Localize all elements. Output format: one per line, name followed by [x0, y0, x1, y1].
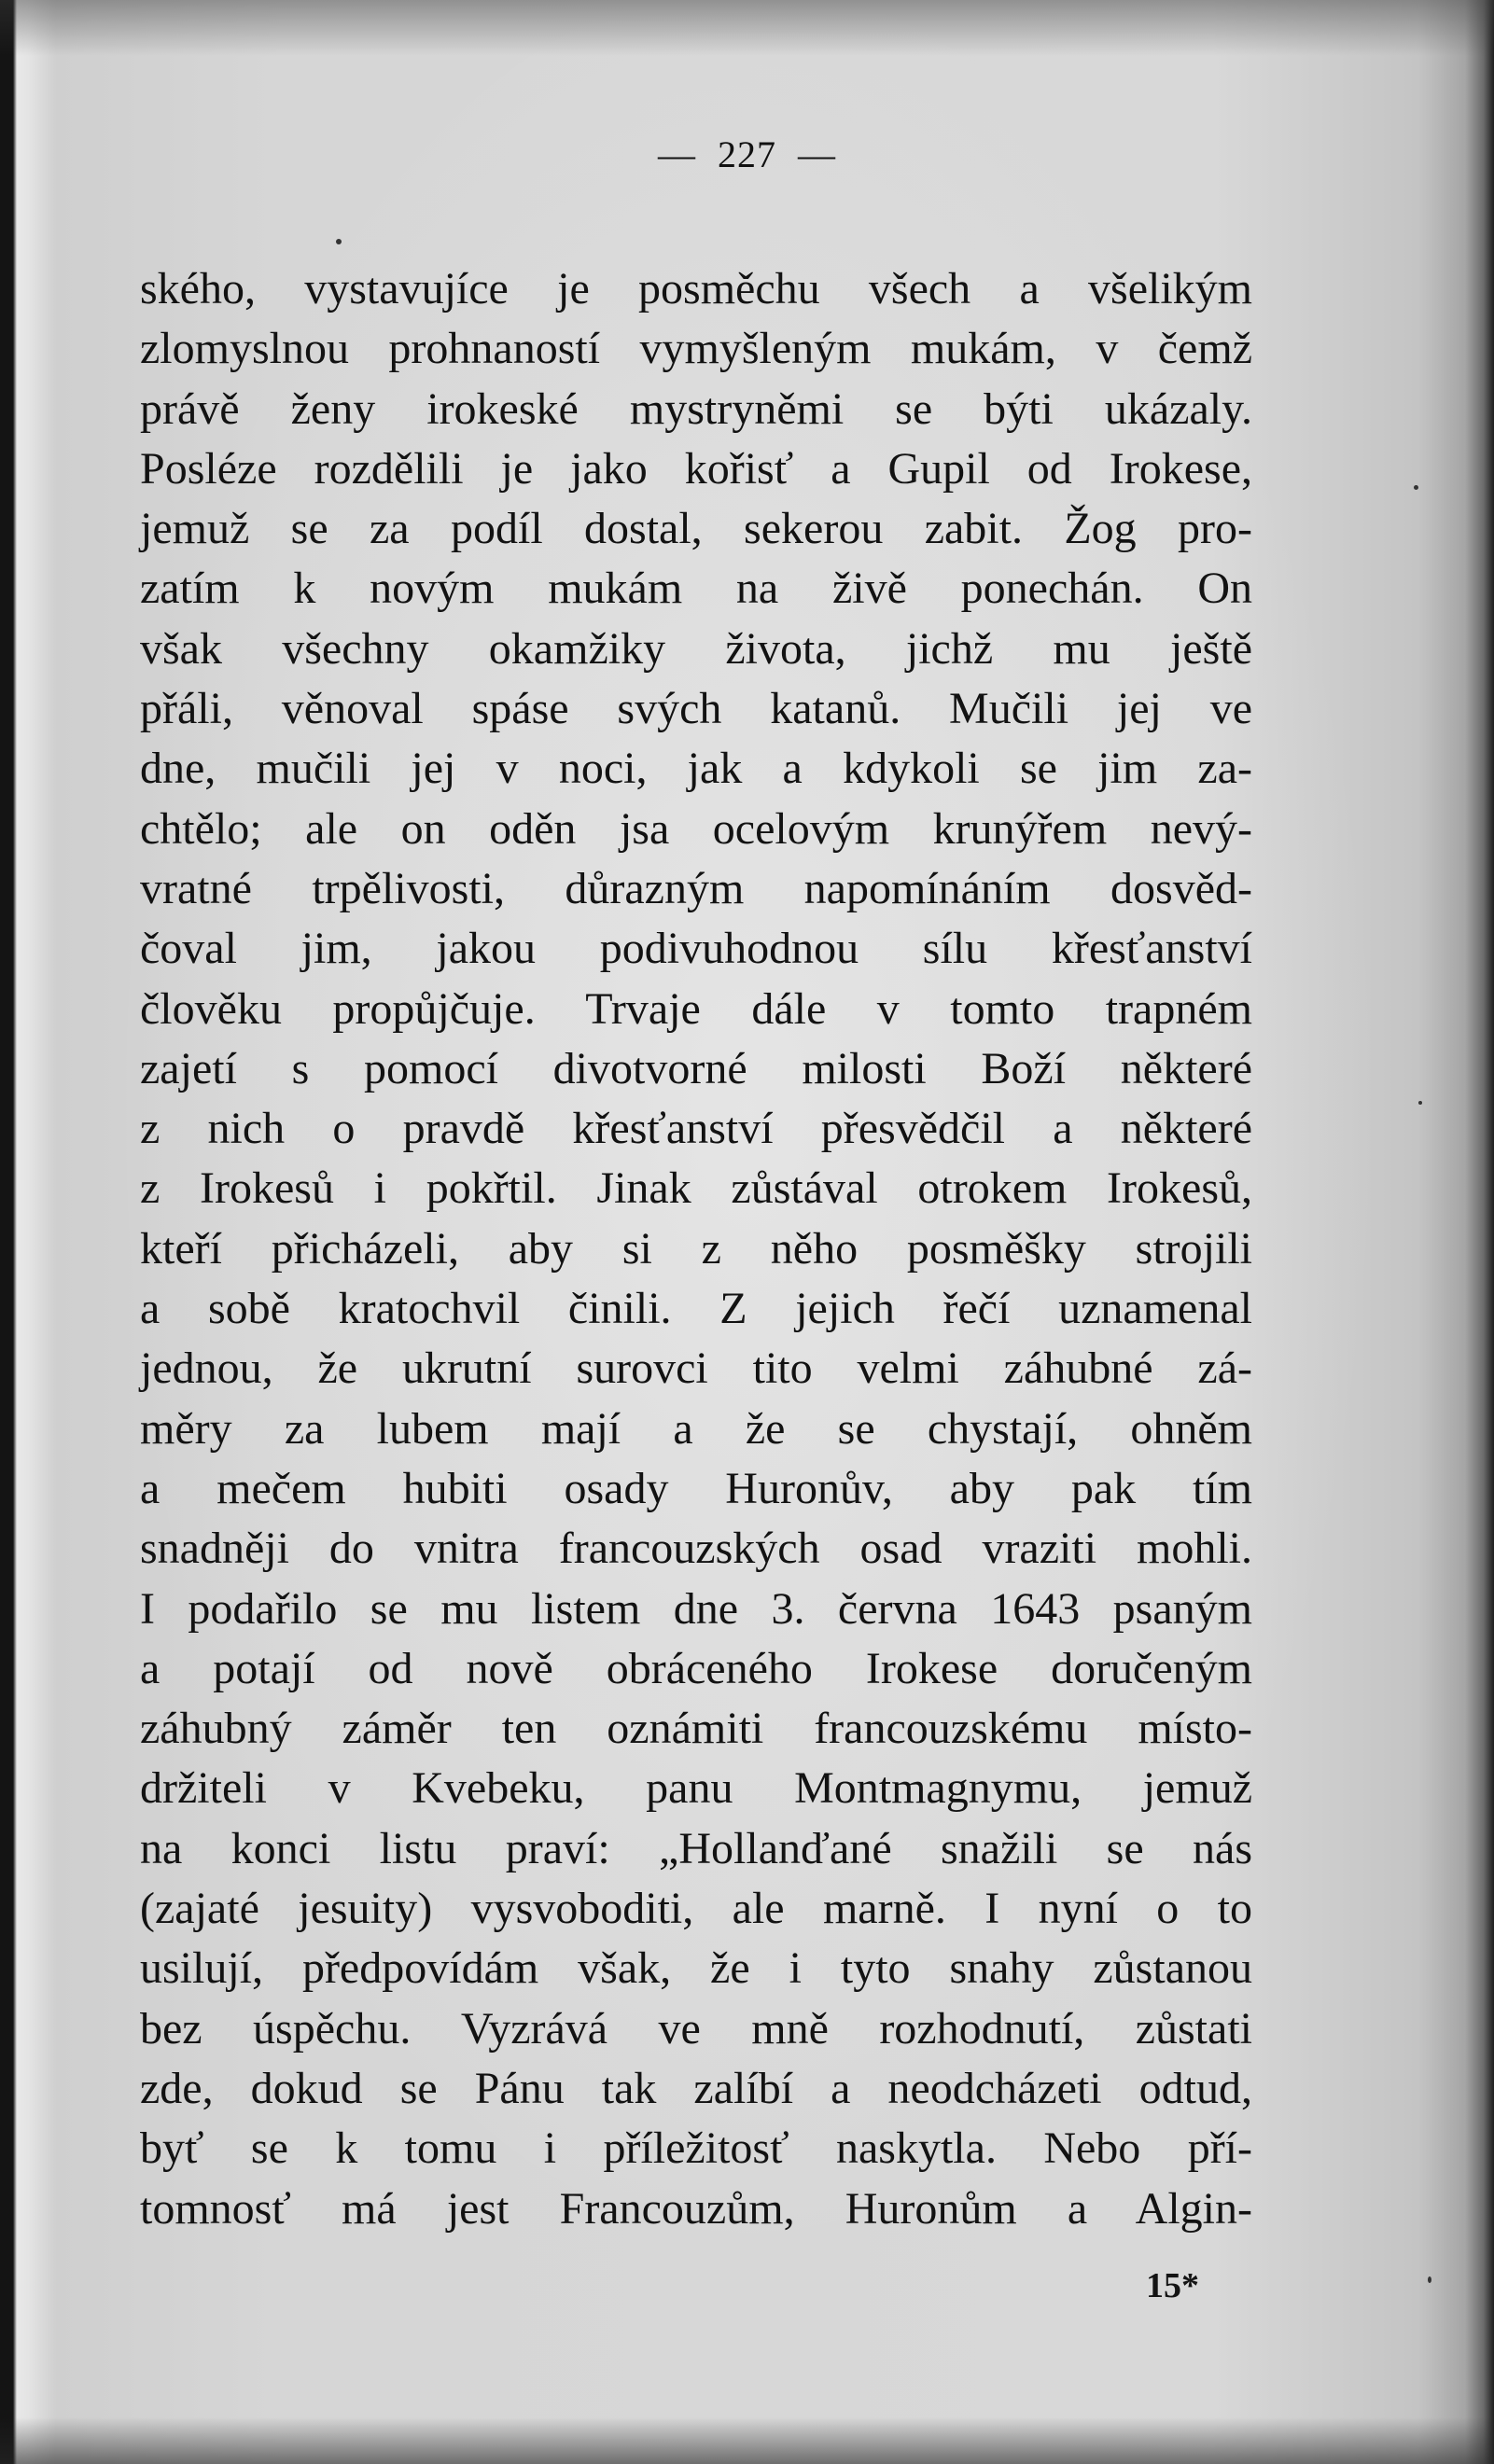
text-line: dne, mučili jej v noci, jak a kdykoli se jim za-: [140, 744, 1252, 794]
scan-speck: [1418, 1101, 1422, 1105]
text-line: zatím k novým mukám na živě ponechán. On: [140, 564, 1252, 614]
text-line: záhubný záměr ten oznámiti francouzskému místo-: [140, 1704, 1252, 1754]
text-line: z Irokesů i pokřtil. Jinak zůstával otrokem Irokesů,: [140, 1163, 1252, 1214]
scan-speck: [1414, 485, 1418, 490]
text-line: však všechny okamžiky života, jichž mu ještě: [140, 623, 1252, 674]
text-line: a potají od nově obráceného Irokese doručeným: [140, 1643, 1252, 1693]
text-line: usilují, předpovídám však, že i tyto snahy zůstanou: [140, 1943, 1252, 1994]
text-line: jemuž se za podíl dostal, sekerou zabit. Žog pro-: [140, 504, 1252, 554]
text-line: člověku propůjčuje. Trvaje dále v tomto trapném: [140, 983, 1252, 1034]
header-dash-left: —: [658, 133, 696, 175]
text-line: I podařilo se mu listem dne 3. června 1643 psaným: [140, 1583, 1252, 1634]
text-line: a mečem hubiti osady Huronův, aby pak tím: [140, 1463, 1252, 1513]
page-header: [0, 132, 1494, 176]
text-line: (zajaté jesuity) vysvoboditi, ale marně. I nyní o to: [140, 1884, 1252, 1934]
text-line: tomnosť má jest Francouzům, Huronům a Algin-: [140, 2183, 1252, 2234]
text-line: zde, dokud se Pánu tak zalíbí a neodcházeti odtud,: [140, 2063, 1252, 2113]
text-line: držiteli v Kvebeku, panu Montmagnymu, jemuž: [140, 1763, 1252, 1814]
page-top-shadow: [0, 0, 1494, 56]
page-bottom-shadow: [0, 2417, 1494, 2464]
page-number: 227: [718, 133, 776, 175]
body-text: [140, 259, 1252, 2239]
text-line: jednou, že ukrutní surovci tito velmi záhubné zá-: [140, 1343, 1252, 1394]
text-line: byť se k tomu i příležitosť naskytla. Nebo pří-: [140, 2123, 1252, 2174]
scan-speck: [1428, 2276, 1431, 2283]
text-line: na konci listu praví: „Hollanďané snažili se nás: [140, 1823, 1252, 1873]
text-line: přáli, věnoval spáse svých katanů. Mučili jej ve: [140, 684, 1252, 734]
text-line: ského, vystavujíce je posměchu všech a všelikým: [140, 264, 1252, 313]
text-line: zlomyslnou prohnaností vymyšleným mukám, v čemž: [140, 324, 1252, 374]
text-line: z nich o pravdě křesťanství přesvědčil a některé: [140, 1104, 1252, 1154]
scan-speck: [336, 239, 342, 244]
text-line: čoval jim, jakou podivuhodnou sílu křesťanství: [140, 924, 1252, 974]
signature-mark: 15*: [1146, 2266, 1199, 2305]
header-dash-right: —: [798, 133, 836, 175]
text-line: právě ženy irokeské mystryněmi se býti ukázaly.: [140, 383, 1252, 434]
text-line: kteří přicházeli, aby si z něho posměšky strojili: [140, 1223, 1252, 1274]
text-line: vratné trpělivosti, důrazným napomínáním dosvěd-: [140, 863, 1252, 913]
text-line: zajetí s pomocí divotvorné milosti Boží některé: [140, 1043, 1252, 1093]
text-line: a sobě kratochvil činili. Z jejich řečí uznamenal: [140, 1284, 1252, 1334]
text-line: Posléze rozdělili je jako kořisť a Gupil od Irokese,: [140, 443, 1252, 494]
text-line: snadněji do vnitra francouzských osad vraziti mohli.: [140, 1524, 1252, 1574]
text-line: měry za lubem mají a že se chystají, ohněm: [140, 1403, 1252, 1454]
text-line: bez úspěchu. Vyzrává ve mně rozhodnutí, zůstati: [140, 2003, 1252, 2053]
text-line: chtělo; ale on oděn jsa ocelovým krunýřem nevý-: [140, 803, 1252, 854]
